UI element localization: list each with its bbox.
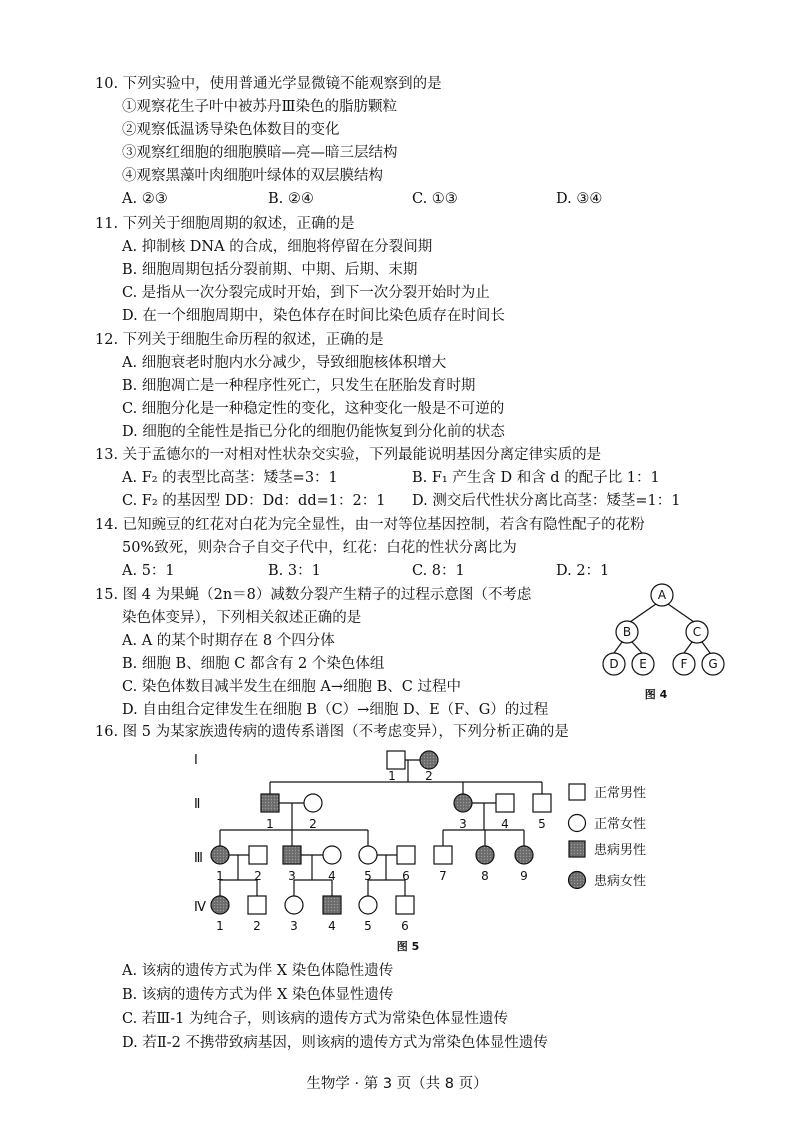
- q12-option-c: C. 细胞分化是一种稳定性的变化，这种变化一般是不可逆的: [122, 401, 505, 417]
- cell-c-label: C: [692, 625, 702, 639]
- i-1-number: 1: [388, 769, 396, 783]
- page-footer: 生物学 · 第 3 页（共 8 页）: [306, 1076, 488, 1092]
- q16-option-a: A. 该病的遗传方式为伴 X 染色体隐性遗传: [122, 963, 394, 979]
- iv-6-number: 6: [401, 919, 409, 933]
- q11-option-a: A. 抑制核 DNA 的合成，细胞将停留在分裂间期: [122, 239, 433, 255]
- q13-option-c: C. F₂ 的基因型 DD：Dd：dd=1：2：1: [122, 493, 386, 509]
- iv-4-number: 4: [328, 919, 336, 933]
- ii-3-number: 3: [459, 817, 467, 831]
- figure-5-caption: 图 5: [396, 940, 420, 953]
- cell-a-label: A: [657, 588, 667, 602]
- generation-3-label: Ⅲ: [194, 851, 203, 866]
- q11-stem: 11. 下列关于细胞周期的叙述，正确的是: [95, 216, 355, 232]
- q10-item-2: ②观察低温诱导染色体数目的变化: [122, 122, 340, 138]
- q15-stem-line1: 15. 图 4 为果蝇（2n＝8）减数分裂产生精子的过程示意图（不考虑: [95, 587, 532, 603]
- iv-5-normal-female: [359, 896, 377, 914]
- figure-5-pedigree: [180, 744, 700, 954]
- q13-option-a: A. F₂ 的表型比高茎：矮茎=3：1: [122, 470, 338, 486]
- q14-option-a: A. 5：1: [122, 563, 175, 579]
- legend-affected-female-symbol: [569, 872, 586, 889]
- i-2-number: 2: [425, 769, 433, 783]
- iii-2-number: 2: [254, 869, 262, 883]
- ii-5-number: 5: [538, 817, 546, 831]
- ii-4-number: 4: [501, 817, 509, 831]
- q14-option-c: C. 8：1: [412, 563, 465, 579]
- q11-option-b: B. 细胞周期包括分裂前期、中期、后期、末期: [122, 262, 418, 278]
- q13-option-b: B. F₁ 产生含 D 和含 d 的配子比 1：1: [412, 470, 660, 486]
- q10-option-b: B. ②④: [268, 191, 314, 207]
- cell-g-label: G: [708, 657, 718, 671]
- q10-item-3: ③观察红细胞的细胞膜暗—亮—暗三层结构: [122, 145, 398, 161]
- iii-4-normal-female: [323, 846, 341, 864]
- q13-option-d: D. 测交后代性状分离比高茎：矮茎=1：1: [412, 493, 681, 509]
- cell-d-label: D: [609, 657, 619, 671]
- iii-8-affected-female: [476, 846, 494, 864]
- iii-5-normal-female: [359, 846, 377, 864]
- iii-7-number: 7: [439, 869, 447, 883]
- q12-stem: 12. 下列关于细胞生命历程的叙述，正确的是: [95, 332, 384, 348]
- iv-2-normal-male: [248, 896, 266, 914]
- i-2-affected-female: [420, 751, 438, 769]
- q11-option-d: D. 在一个细胞周期中，染色体存在时间比染色质存在时间长: [122, 308, 505, 324]
- q14-stem-line1: 14. 已知豌豆的红花对白花为完全显性，由一对等位基因控制，若含有隐性配子的花粉: [95, 517, 645, 533]
- legend-affected-female-label: 患病女性: [594, 874, 647, 889]
- iv-3-number: 3: [290, 919, 298, 933]
- iv-2-number: 2: [253, 919, 261, 933]
- iv-4-affected-male: [323, 896, 341, 914]
- q16-option-b: B. 该病的遗传方式为伴 X 染色体显性遗传: [122, 987, 394, 1003]
- iii-8-number: 8: [481, 869, 489, 883]
- cell-e-label: E: [639, 657, 647, 671]
- iii-6-number: 6: [402, 869, 410, 883]
- legend-normal-female-symbol: [569, 815, 586, 832]
- q10-item-1: ①观察花生子叶中被苏丹Ⅲ染色的脂肪颗粒: [122, 99, 397, 115]
- iii-9-number: 9: [520, 869, 528, 883]
- q15-stem-line2: 染色体变异），下列相关叙述正确的是: [122, 610, 362, 626]
- generation-2-label: Ⅱ: [194, 797, 201, 812]
- q12-option-d: D. 细胞的全能性是指已分化的细胞仍能恢复到分化前的状态: [122, 424, 505, 440]
- figure-4-cell-tree: [596, 580, 736, 705]
- q16-option-c: C. 若Ⅲ-1 为纯合子，则该病的遗传方式为常染色体显性遗传: [122, 1011, 509, 1027]
- q12-option-b: B. 细胞凋亡是一种程序性死亡，只发生在胚胎发育时期: [122, 378, 476, 394]
- iii-9-affected-female: [515, 846, 533, 864]
- ii-2-normal-female: [304, 794, 322, 812]
- iii-3-affected-male: [283, 846, 301, 864]
- iii-7-normal-male: [434, 846, 452, 864]
- q13-stem: 13. 关于孟德尔的一对相对性状杂交实验，下列最能说明基因分离定律实质的是: [95, 447, 602, 463]
- iv-1-number: 1: [216, 919, 224, 933]
- ii-5-normal-male: [533, 794, 551, 812]
- q14-option-b: B. 3：1: [268, 563, 321, 579]
- ii-3-affected-female: [454, 794, 472, 812]
- legend-normal-female-label: 正常女性: [594, 817, 647, 832]
- cell-f-label: F: [680, 657, 688, 671]
- legend-affected-male-label: 患病男性: [594, 843, 647, 858]
- iii-1-affected-female: [211, 846, 229, 864]
- q10-item-4: ④观察黑藻叶肉细胞叶绿体的双层膜结构: [122, 168, 383, 184]
- iii-6-normal-male: [397, 846, 415, 864]
- legend-affected-male-symbol: [569, 841, 585, 857]
- q10-option-a: A. ②③: [122, 191, 168, 207]
- q15-option-a: A. A 的某个时期存在 8 个四分体: [122, 633, 335, 649]
- legend-normal-male-symbol: [569, 784, 585, 800]
- ii-4-normal-male: [496, 794, 514, 812]
- generation-4-label: Ⅳ: [194, 900, 206, 915]
- q15-option-b: B. 细胞 B、细胞 C 都含有 2 个染色体组: [122, 656, 385, 672]
- ii-1-number: 1: [266, 817, 274, 831]
- cell-b-label: B: [622, 625, 632, 639]
- generation-1-label: Ⅰ: [194, 753, 198, 768]
- q16-option-d: D. 若Ⅱ-2 不携带致病基因，则该病的遗传方式为常染色体显性遗传: [122, 1035, 548, 1051]
- iv-5-number: 5: [364, 919, 372, 933]
- ii-2-number: 2: [309, 817, 317, 831]
- q15-option-c: C. 染色体数目减半发生在细胞 A→细胞 B、C 过程中: [122, 679, 461, 695]
- iv-1-affected-female: [211, 896, 229, 914]
- q10-stem: 10. 下列实验中，使用普通光学显微镜不能观察到的是: [95, 76, 442, 92]
- iii-1-number: 1: [216, 869, 224, 883]
- q12-option-a: A. 细胞衰老时胞内水分减少，导致细胞核体积增大: [122, 355, 447, 371]
- q11-option-c: C. 是指从一次分裂完成时开始，到下一次分裂开始时为止: [122, 285, 490, 301]
- i-1-normal-male: [387, 751, 405, 769]
- figure-4-caption: 图 4: [644, 688, 668, 701]
- q16-stem: 16. 图 5 为某家族遗传病的遗传系谱图（不考虑变异），下列分析正确的是: [95, 724, 569, 740]
- iii-2-normal-male: [249, 846, 267, 864]
- iii-4-number: 4: [328, 869, 336, 883]
- legend-normal-male-label: 正常男性: [594, 786, 647, 801]
- q14-option-d: D. 2：1: [556, 563, 610, 579]
- q14-stem-line2: 50%致死，则杂合子自交子代中，红花：白花的性状分离比为: [122, 540, 517, 556]
- iv-3-normal-female: [285, 896, 303, 914]
- q15-option-d: D. 自由组合定律发生在细胞 B（C）→细胞 D、E（F、G）的过程: [122, 702, 549, 718]
- iv-6-normal-male: [396, 896, 414, 914]
- iii-5-number: 5: [364, 869, 372, 883]
- ii-1-affected-male: [261, 794, 279, 812]
- iii-3-number: 3: [288, 869, 296, 883]
- q10-option-c: C. ①③: [412, 191, 458, 207]
- q10-option-d: D. ③④: [556, 191, 603, 207]
